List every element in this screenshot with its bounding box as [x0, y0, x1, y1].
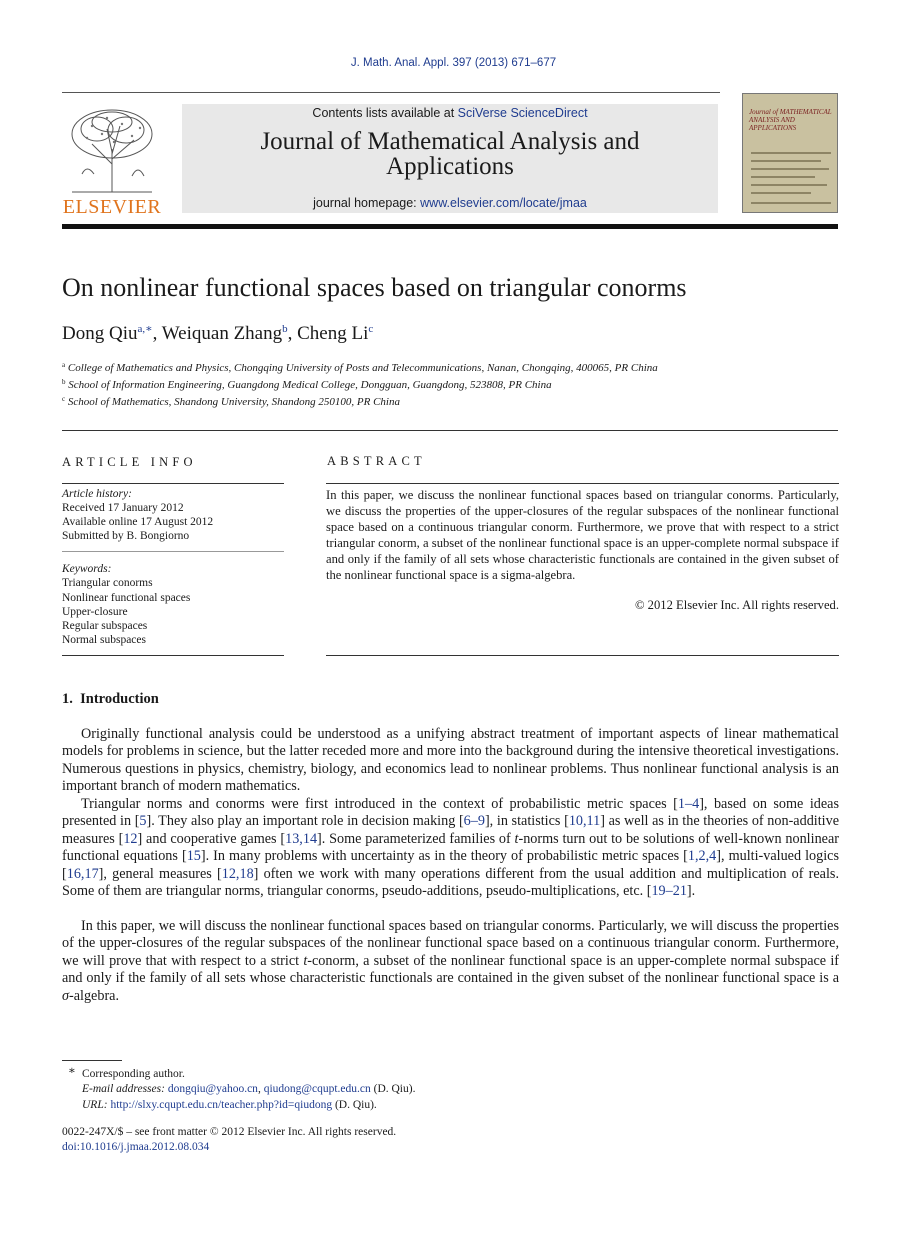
cover-line: [751, 176, 815, 178]
email-label: E-mail addresses:: [82, 1083, 165, 1095]
homepage-link[interactable]: www.elsevier.com/locate/jmaa: [420, 196, 587, 210]
keyword-item: Normal subspaces: [62, 634, 146, 646]
cover-line: [751, 152, 831, 154]
keyword-item: Triangular conorms: [62, 577, 153, 589]
affil-mark: b: [62, 378, 66, 386]
journal-citation[interactable]: J. Math. Anal. Appl. 397 (2013) 671–677: [350, 57, 557, 69]
elsevier-wordmark[interactable]: ELSEVIER: [62, 196, 162, 218]
affil-text: College of Mathematics and Physics, Chongqing University of Posts and Telecommunications, Nanan, Chongqing, 400065, PR China: [67, 362, 658, 374]
cover-line: [751, 168, 829, 170]
affil-mark: a: [62, 361, 66, 369]
divider: [62, 551, 284, 552]
doi-text[interactable]: doi:10.1016/j.jmaa.2012.08.034: [62, 1141, 210, 1153]
citation-link[interactable]: 16,17: [66, 865, 99, 882]
divider: [326, 483, 839, 484]
affil-text: School of Mathematics, Shandong University, Shandong 250100, PR China: [67, 396, 400, 408]
citation-link[interactable]: 5: [139, 813, 147, 830]
citation-link[interactable]: 1,2,4: [687, 848, 717, 865]
affiliation-c: [62, 395, 400, 408]
author-affil-link[interactable]: b: [282, 323, 288, 335]
citation-link[interactable]: 13,14: [285, 830, 318, 847]
affiliation-b: [62, 378, 552, 391]
journal-title: [182, 129, 718, 179]
footnote-url: URL: http://slxy.cqupt.edu.cn/teacher.php?id=qiudong (D. Qiu).: [82, 1099, 377, 1111]
section-title: Introduction: [80, 691, 159, 707]
affil-mark: c: [62, 395, 66, 403]
email-link[interactable]: dongqiu@yahoo.cn: [167, 1083, 258, 1095]
paragraph-1: [62, 726, 839, 796]
divider: [62, 655, 284, 656]
history-item: Available online 17 August 2012: [62, 516, 214, 528]
citation-link[interactable]: 15: [186, 848, 201, 865]
paragraph-text: Originally functional analysis could be understood as a unifying abstract treatment of important aspects of linear mathematical models for problems in science, but the latter receded more and more into the background during the intensive theoretical investigations. Numerous questions in physics, chemistry, biology, and economics lead to nonlinear problems. Thus nonlinear functional analysis is an important branch of modern mathematics.: [62, 726, 839, 795]
keywords-label: Keywords:: [62, 563, 112, 575]
cover-line: [751, 184, 827, 186]
abstract-copyright: © 2012 Elsevier Inc. All rights reserved.: [634, 598, 839, 612]
citation-link[interactable]: 12: [123, 830, 138, 847]
doi-link[interactable]: [62, 1140, 209, 1154]
footnote-star: ∗: [68, 1065, 76, 1077]
paragraph-3: In this paper, we will discuss the nonlinear functional spaces based on triangular conorms. Particularly, we will discuss the properties of the upper-closures of the regular subspaces of the nonlinear functional space based on a continuous triangular conorm. Furthermore, we will prove that with respect to a strict t-conorm, a subset of the nonlinear functional space is an upper-complete normal subspace if and only if the family of all sets whose characteristic functionals are contained in the given subset of the nonlinear functional space is a σ-algebra.: [62, 918, 839, 1004]
footnote-corresponding: Corresponding author.: [82, 1068, 185, 1080]
paragraph-2: Triangular norms and conorms were first introduced in the context of probabilistic metric spaces [1–4], based on some ideas presented in [5]. They also play an important role in decision making [6–9], in statistics [10,11] as well as in the theories of non-additive measures [12] and cooperative games [13,14]. Some parameterized families of t-norms turn out to be solutions of well-known nonlinear functional equations [15]. In many problems with uncertainty as in the theory of probabilistic metric spaces [1,2,4], multi-valued logics [16,17], general measures [12,18] often we work with many operations different from the usual addition and multiplication of reals. Some of them are triangular norms, triangular conorms, pseudo-additions, pseudo-multiplications, etc. [19–21].: [62, 796, 840, 900]
author-separator: ,: [287, 323, 298, 344]
sciencedirect-link[interactable]: SciVerse ScienceDirect: [457, 106, 588, 120]
cover-title: Journal of MATHEMATICAL ANALYSIS AND APPLICATIONS: [749, 108, 832, 132]
citation-link[interactable]: 1–4: [677, 796, 700, 812]
citation-link[interactable]: 6–9: [463, 813, 485, 830]
homepage-prefix: journal homepage:: [313, 196, 421, 210]
author-list: [62, 322, 373, 345]
article-info-heading: ARTICLE INFO: [62, 455, 197, 469]
section-number: 1.: [62, 691, 73, 707]
cover-line: [751, 202, 831, 204]
front-matter: 0022-247X/$ – see front matter © 2012 Elsevier Inc. All rights reserved.: [62, 1126, 397, 1138]
footnote-email: E-mail addresses: dongqiu@yahoo.cn, qiudong@cqupt.edu.cn (D. Qiu).: [82, 1083, 416, 1095]
keyword-item: Nonlinear functional spaces: [62, 592, 191, 604]
divider: [62, 430, 838, 431]
citation-link[interactable]: 10,11: [568, 813, 601, 830]
footnote-rule: [62, 1060, 122, 1061]
affil-text: School of Information Engineering, Guangdong Medical College, Dongguan, Guangdong, 523808, PR China: [68, 379, 552, 391]
contents-line: [182, 106, 718, 120]
affiliation-a: [62, 361, 658, 374]
section-heading: [62, 691, 159, 708]
history-item: Submitted by B. Bongiorno: [62, 530, 190, 542]
cover-line: [751, 160, 821, 162]
author-name: Cheng Li: [297, 323, 369, 344]
citation-link[interactable]: 12,18: [221, 865, 254, 882]
url-label: URL:: [82, 1099, 108, 1111]
author-affil-link[interactable]: a,∗: [137, 323, 153, 335]
keyword-item: Regular subspaces: [62, 620, 148, 632]
author-name: Weiquan Zhang: [161, 323, 283, 344]
author-separator: ,: [152, 323, 162, 344]
cover-line: [751, 192, 811, 194]
history-label: Article history:: [62, 488, 132, 500]
math-t: t: [514, 830, 519, 847]
author-affil-link[interactable]: c: [368, 323, 374, 335]
divider: [326, 655, 839, 656]
abstract-heading: ABSTRACT: [327, 454, 426, 468]
header-top-rule: [62, 92, 720, 93]
contents-prefix: Contents lists available at: [312, 106, 458, 120]
author-name: Dong Qiu: [62, 323, 138, 344]
header-thick-rule: [62, 224, 838, 229]
email-link[interactable]: qiudong@cqupt.edu.cn: [263, 1083, 371, 1095]
journal-title-line2: Applications: [386, 153, 514, 180]
divider: [62, 483, 284, 484]
history-item: Received 17 January 2012: [62, 502, 184, 514]
keyword-item: Upper-closure: [62, 606, 128, 618]
math-t: t: [303, 952, 308, 969]
citation-link[interactable]: 19–21: [651, 883, 687, 900]
abstract-text: In this paper, we discuss the nonlinear functional spaces based on triangular conorms. Particularly, we discuss the properties of the upper-closures of the regular subspaces of the nonlinear functional space based on a continuous triangular conorm. Furthermore, we prove that with respect to a strict triangular conorm, a subset of the nonlinear functional space is an upper-complete normal subspace if and only if the family of all sets whose characteristic functionals are contained in the given subset of the nonlinear functional space is a sigma-algebra.: [326, 488, 839, 582]
journal-title-line1: Journal of Mathematical Analysis and: [260, 128, 640, 155]
homepage-line: [182, 196, 718, 210]
homepage-url-link[interactable]: http://slxy.cqupt.edu.cn/teacher.php?id=qiudong: [110, 1099, 333, 1111]
journal-cover-thumbnail[interactable]: [742, 93, 838, 213]
paper-title: On nonlinear functional spaces based on triangular conorms: [62, 273, 687, 302]
math-sigma: σ: [62, 987, 69, 1004]
